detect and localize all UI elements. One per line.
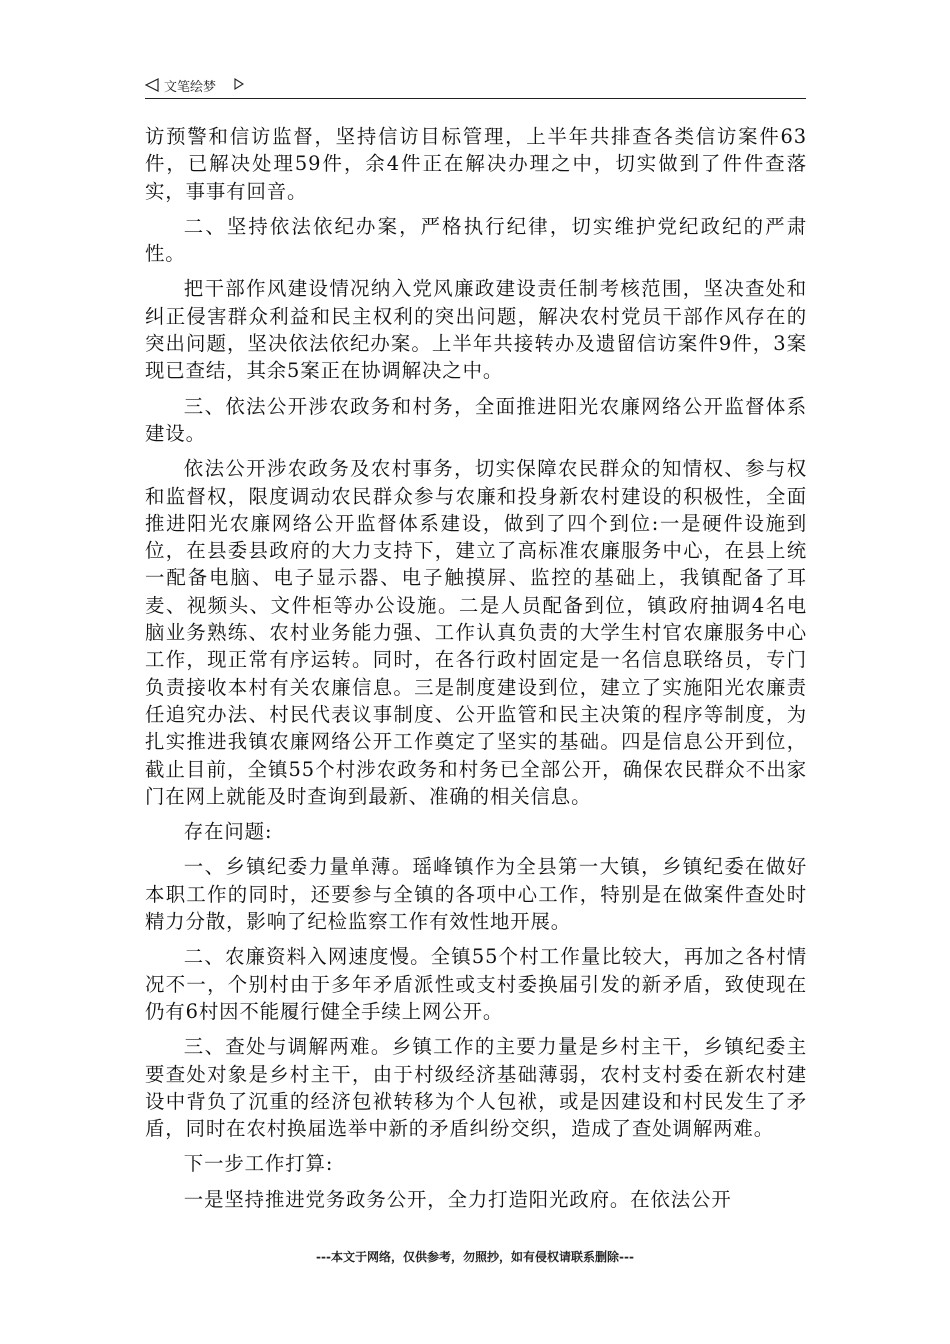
page-footer: ---本文于网络，仅供参考，勿照抄，如有侵权请联系删除--- <box>316 1250 634 1264</box>
paragraph: 一是坚持推进党务政务公开，全力打造阳光政府。在依法公开 <box>183 1187 732 1211</box>
paragraph: 一、乡镇纪委力量单薄。瑶峰镇作为全县第一大镇，乡镇纪委在做好本职工作的同时，还要参与全镇的各项中心工作，特别是在做案件查处时精力分散，影响了纪检监察工作有效性地开展。 <box>145 855 807 934</box>
section-heading: 存在问题: <box>183 820 273 844</box>
document-body <box>145 123 807 1221</box>
section-heading: 二、坚持依法依纪办案，严格执行纪律，切实维护党纪政纪的严肃性。 <box>145 214 807 266</box>
paragraph: 访预警和信访监督，坚持信访目标管理，上半年共排查各类信访案件63件，已解决处理59件，余4件正在解决办理之中，切实做到了件件查落实，事事有回音。 <box>145 125 807 203</box>
left-triangle-icon <box>145 78 159 92</box>
paragraph: 二、农廉资料入网速度慢。全镇55个村工作量比较大，再加之各村情况不一，个别村由于多年矛盾派性或支村委换届引发的新矛盾，致使现在仍有6村因不能履行健全手续上网公开。 <box>145 945 807 1023</box>
header-brand: 文笔绘梦 <box>164 80 217 95</box>
paragraph: 三、查处与调解两难。乡镇工作的主要力量是乡村主干，乡镇纪委主要查处对象是乡村主干，由于村级经济基础薄弱，农村支村委在新农村建设中背负了沉重的经济包袱转移为个人包袱，或是因建设和村民发生了矛盾，同时在农村换届选举中新的矛盾纠纷交织，造成了查处调解两难。 <box>145 1035 807 1141</box>
right-triangle-icon <box>234 78 244 90</box>
section-heading: 三、依法公开涉农政务和村务，全面推进阳光农廉网络公开监督体系建设。 <box>145 394 807 445</box>
paragraph: 把干部作风建设情况纳入党风廉政建设责任制考核范围，坚决查处和纠正侵害群众利益和民主权利的突出问题，解决农村党员干部作风存在的突出问题，坚决依法依纪办案。上半年共接转办及遗留信访案件9件，3案现已查结，其余5案正在协调解决之中。 <box>145 277 807 383</box>
page-header <box>145 72 806 99</box>
section-heading: 下一步工作打算: <box>183 1152 334 1176</box>
paragraph: 依法公开涉农政务及农村事务，切实保障农民群众的知情权、参与权和监督权，限度调动农民群众参与农廉和投身新农村建设的积极性，全面推进阳光农廉网络公开监督体系建设，做到了四个到位:一是硬件设施到位，在县委县政府的大力支持下，建立了高标准农廉服务中心，在县上统一配备电脑、电子显示器、电子触摸屏、监控的基础上，我镇配备了耳麦、视频头、文件柜等办公设施。二是人员配备到位，镇政府抽调4名电脑业务熟练、农村业务能力强、工作认真负责的大学生村官农廉服务中心工作，现正常有序运转。同时，在各行政村固定是一名信息联络员，专门负责接收本村有关农廉信息。三是制度建设到位，建立了实施阳光农廉责任追究办法、村民代表议事制度、公开监管和民主决策的程序等制度，为扎实推进我镇农廉网络公开工作奠定了坚实的基础。四是信息公开到位，截止目前，全镇55个村涉农政务和村务已全部公开，确保农民群众不出家门在网上就能及时查询到最新、准确的相关信息。 <box>145 457 807 808</box>
